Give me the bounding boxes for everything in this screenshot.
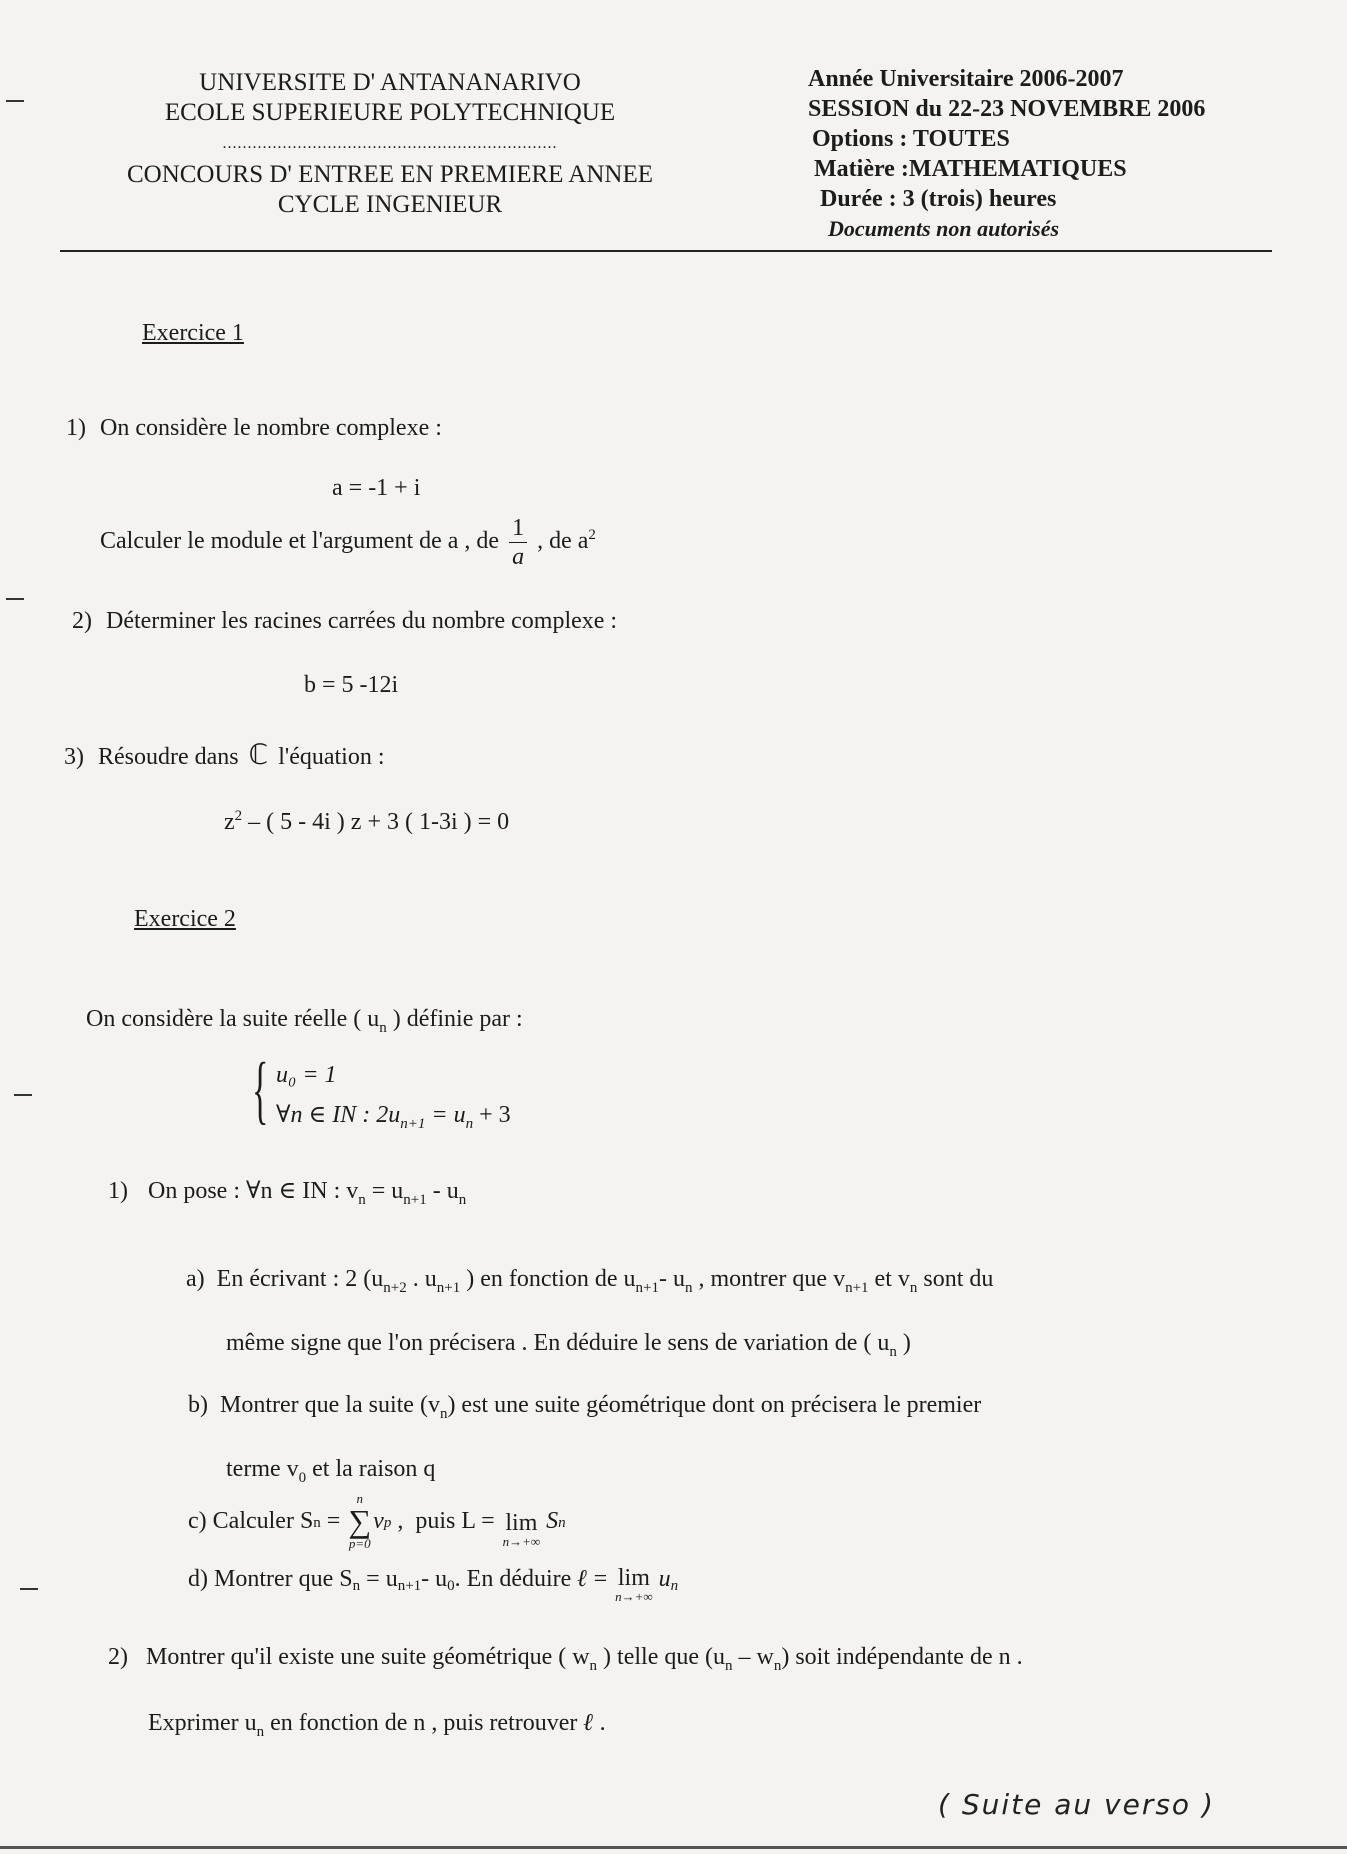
c-label: c) <box>188 1507 207 1534</box>
ex2-item-c <box>188 1492 566 1550</box>
p1-sub2: n+1 <box>403 1191 427 1208</box>
ex2-part-2 <box>108 1644 1023 1675</box>
margin-mark-4 <box>20 1588 38 1590</box>
b-line2-sub: 0 <box>298 1469 307 1486</box>
p2-text3: – w <box>732 1644 774 1670</box>
margin-mark-2 <box>6 598 24 600</box>
d-ell: ℓ <box>577 1566 588 1592</box>
summation <box>348 1492 371 1550</box>
limit-c <box>503 1511 541 1548</box>
d-text4: . En déduire <box>454 1566 578 1592</box>
ex1-question-3 <box>64 738 385 771</box>
p2-line2-end: en fonction de n , puis retrouver <box>264 1710 584 1736</box>
b-text2: ) est une suite géométrique dont on précisera le premier <box>447 1392 982 1418</box>
ex2-part-2-line2 <box>148 1710 606 1741</box>
p1-mid2: - u <box>426 1178 459 1204</box>
p2-ell: ℓ <box>583 1710 594 1736</box>
a-sub4: n <box>684 1279 693 1296</box>
university-name: UNIVERSITE D' ANTANANARIVO <box>199 69 581 96</box>
d-un-sub: n <box>670 1578 679 1594</box>
a-sub6: n <box>909 1279 918 1296</box>
q3-text-b: l'équation : <box>278 744 385 770</box>
q2-text: Déterminer les racines carrées du nombre complexe : <box>106 608 618 634</box>
lim-d-sub: n→+∞ <box>615 1589 653 1604</box>
q2-label: 2) <box>72 608 92 634</box>
sum-top: n <box>356 1491 363 1506</box>
header-rule <box>60 250 1272 252</box>
intro-end: ) définie par : <box>386 1006 523 1032</box>
intro-text: On considère la suite réelle ( u <box>86 1006 380 1032</box>
sys2-b: = u <box>425 1102 466 1128</box>
header-right <box>808 64 1205 244</box>
a-label: a) <box>186 1266 205 1292</box>
header-dots: ................................................................... <box>222 135 558 152</box>
c-text2: , puis L = <box>391 1507 501 1534</box>
a-text3: ) en fonction de u <box>460 1266 636 1292</box>
subject: Matière :MATHEMATIQUES <box>814 156 1127 182</box>
a-text2: . u <box>406 1266 437 1292</box>
d-text: Montrer que S <box>214 1566 353 1592</box>
p2-sub2: n <box>725 1657 733 1674</box>
exercise-2-title: Exercice 2 <box>134 906 236 932</box>
lim-c-sub: n→+∞ <box>502 1533 541 1549</box>
handwritten-note: ( Suite au verso ) <box>938 1788 1215 1821</box>
p2-label: 2) <box>108 1644 128 1670</box>
p1-sub: n <box>358 1191 366 1208</box>
ex1-question-2 <box>72 608 617 635</box>
a-sub1: n+2 <box>383 1279 407 1296</box>
q1-task-sup: 2 <box>588 527 596 544</box>
duration: Durée : 3 (trois) heures <box>820 186 1057 212</box>
c-Sn-sub: n <box>558 1515 566 1531</box>
q1-task-a: Calculer le module et l'argument de a , de <box>100 528 500 555</box>
q1-text: On considère le nombre complexe : <box>100 415 442 441</box>
d-label: d) <box>188 1566 208 1592</box>
a-text4: - u <box>658 1266 685 1292</box>
ex2-intro <box>86 1006 523 1037</box>
margin-mark-3 <box>14 1094 32 1096</box>
a-line2-end: ) <box>896 1330 911 1356</box>
d-un: u <box>658 1566 671 1592</box>
p2-text2: ) telle que (u <box>597 1644 725 1670</box>
d-sub3: 0 <box>447 1578 455 1594</box>
sum-bottom: p=0 <box>348 1536 371 1551</box>
c-vp: v <box>373 1507 384 1534</box>
d-text3: - u <box>421 1566 448 1592</box>
fraction-numerator: 1 <box>509 516 527 543</box>
b-line2-end: et la raison q <box>306 1456 436 1482</box>
sum-sigma: ∑ <box>348 1503 372 1539</box>
p2-dot: . <box>593 1710 606 1736</box>
ex1-question-1 <box>66 415 442 442</box>
ex2-part-1 <box>108 1176 466 1209</box>
a-text6: et v <box>868 1266 910 1292</box>
q3-text-a: Résoudre dans <box>98 744 239 770</box>
school-name: ECOLE SUPERIEURE POLYTECHNIQUE <box>164 99 616 126</box>
fraction-denominator: a <box>512 544 525 570</box>
p2-sub: n <box>589 1657 598 1674</box>
ex2-item-a-line2 <box>226 1330 911 1361</box>
q3-equation <box>224 808 509 836</box>
documents-note: Documents non autorisés <box>828 216 1060 241</box>
system-brace: { <box>252 1048 269 1132</box>
sys2-sub: n+1 <box>400 1115 426 1132</box>
ex2-item-b-line2 <box>226 1456 435 1487</box>
academic-year: Année Universitaire 2006-2007 <box>808 66 1124 92</box>
p2-sub3: n <box>773 1657 782 1674</box>
complex-set-symbol: ℂ <box>248 738 269 771</box>
sys2-sub2: n <box>465 1115 474 1132</box>
header-left <box>60 68 720 220</box>
system-line-1: u₀ = 1 <box>276 1062 337 1088</box>
scan-bottom-edge <box>0 1846 1347 1849</box>
c-vp-sub: p <box>383 1515 392 1531</box>
p2-line2: Exprimer u <box>148 1710 257 1736</box>
a-text5: , montrer que v <box>692 1266 846 1292</box>
q3-eq-z: z <box>224 809 235 835</box>
sys2-c: + 3 <box>473 1102 511 1128</box>
q1-label: 1) <box>66 415 86 441</box>
q1-equation: a = -1 + i <box>332 475 421 501</box>
c-text: Calculer S <box>212 1507 314 1534</box>
a-sub3: n+1 <box>635 1279 659 1296</box>
p1-mid: = u <box>365 1178 404 1204</box>
q1-task-b: , de a <box>537 528 589 555</box>
p2-text4: ) soit indépendante de n . <box>781 1644 1023 1670</box>
contest-title: CONCOURS D' ENTREE EN PREMIERE ANNEE <box>126 161 654 188</box>
a-line2: même signe que l'on précisera . En déduire le sens de variation de ( u <box>226 1330 890 1356</box>
q3-eq-sup: 2 <box>234 808 243 824</box>
ex2-item-b <box>188 1392 981 1423</box>
a-sub2: n+1 <box>436 1279 461 1296</box>
q1-task <box>100 516 596 569</box>
session-date: SESSION du 22-23 NOVEMBRE 2006 <box>808 96 1206 122</box>
exercise-1-title: Exercice 1 <box>142 320 244 346</box>
b-label: b) <box>188 1392 208 1418</box>
b-sub: n <box>439 1405 448 1422</box>
c-sub: n <box>313 1515 321 1531</box>
c-Sn: S <box>546 1507 559 1534</box>
q2-equation: b = 5 -12i <box>304 672 399 698</box>
a-text7: sont du <box>917 1266 994 1292</box>
p1-sub3: n <box>458 1191 467 1208</box>
a-line2-sub: n <box>889 1343 897 1360</box>
p1-label: 1) <box>108 1178 128 1204</box>
lim-d: lim <box>617 1565 650 1591</box>
limit-d <box>615 1566 653 1603</box>
a-sub5: n+1 <box>845 1279 869 1296</box>
d-text2: = u <box>360 1566 398 1592</box>
a-text1: En écrivant : 2 (u <box>216 1266 384 1292</box>
p1-text: On pose : ∀n ∈ IN : v <box>148 1178 359 1204</box>
options: Options : TOUTES <box>812 126 1010 152</box>
lim-c: lim <box>505 1509 538 1536</box>
p2-text: Montrer qu'il existe une suite géométrique ( w <box>146 1644 590 1670</box>
sys2-a: ∀n ∈ IN : 2u <box>276 1102 401 1128</box>
d-eq: = <box>587 1566 614 1592</box>
d-sub: n <box>352 1578 361 1594</box>
margin-mark-1 <box>6 100 24 102</box>
b-text: Montrer que la suite (v <box>220 1392 440 1418</box>
intro-sub: n <box>379 1019 387 1036</box>
ex2-item-a <box>186 1266 993 1297</box>
cycle-title: CYCLE INGENIEUR <box>277 191 503 218</box>
one-over-a-fraction <box>509 516 527 569</box>
b-line2: terme v <box>226 1456 299 1482</box>
q3-label: 3) <box>64 744 84 770</box>
ex2-item-d <box>188 1566 678 1603</box>
p2-line2-sub: n <box>256 1723 265 1740</box>
d-sub2: n+1 <box>397 1578 422 1594</box>
q3-eq-rest: – ( 5 - 4i ) z + 3 ( 1-3i ) = 0 <box>248 809 510 835</box>
c-eq: = <box>320 1507 347 1534</box>
system-line-2 <box>276 1100 511 1133</box>
